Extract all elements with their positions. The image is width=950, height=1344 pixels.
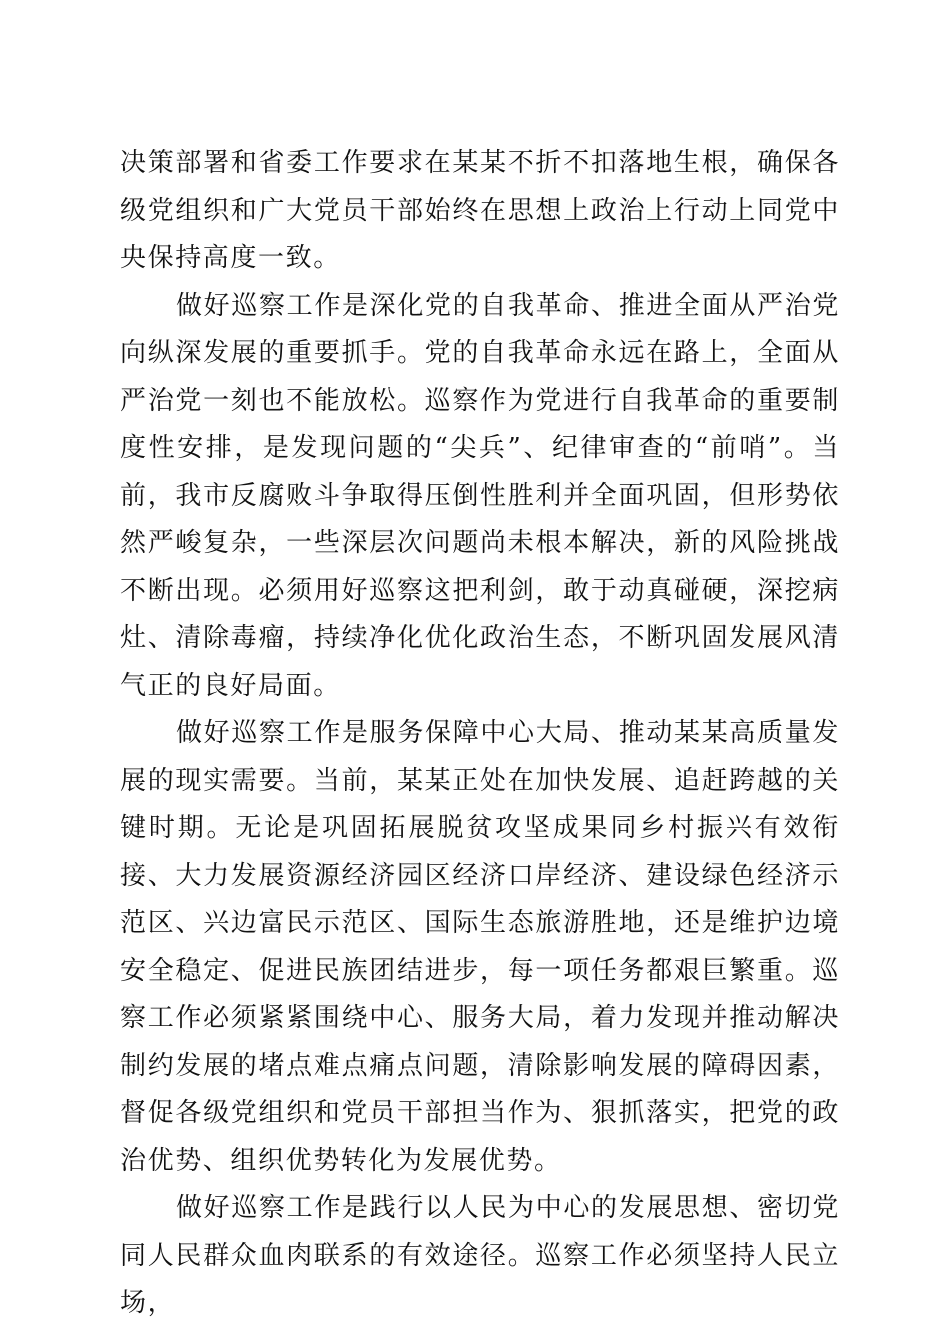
paragraph-continuation: 决策部署和省委工作要求在某某不折不扣落地生根，确保各级党组织和广大党员干部始终在思想上政治上行动上同党中央保持高度一致。 [120,148,840,273]
body-text [120,140,840,1328]
paragraph-high-quality-development: 做好巡察工作是服务保障中心大局、推动某某高质量发展的现实需要。当前，某某正处在加快发展、追赶跨越的关键时期。无论是巩固拓展脱贫攻坚成果同乡村振兴有效衔接、大力发展资源经济园区经济口岸经济、建设绿色经济示范区、兴边富民示范区、国际生态旅游胜地，还是维护边境安全稳定、促进民族团结进步，每一项任务都艰巨繁重。巡察工作必须紧紧围绕中心、服务大局，着力发现并推动解决制约发展的堵点难点痛点问题，清除影响发展的障碍因素，督促各级党组织和党员干部担当作为、狠抓落实，把党的政治优势、组织优势转化为发展优势。 [120,718,840,1176]
paragraph-self-revolution: 做好巡察工作是深化党的自我革命、推进全面从严治党向纵深发展的重要抓手。党的自我革命永远在路上，全面从严治党一刻也不能放松。巡察作为党进行自我革命的重要制度性安排，是发现问题的“尖兵”、纪律审查的“前哨”。当前，我市反腐败斗争取得压倒性胜利并全面巩固，但形势依然严峻复杂，一些深层次问题尚未根本解决，新的风险挑战不断出现。必须用好巡察这把利剑，敢于动真碰硬，深挖病灶、清除毒瘤，持续净化优化政治生态，不断巩固发展风清气正的良好局面。 [120,290,840,701]
paragraph-people-centered: 做好巡察工作是践行以人民为中心的发展思想、密切党同人民群众血肉联系的有效途径。巡察工作必须坚持人民立场， [120,1193,840,1318]
